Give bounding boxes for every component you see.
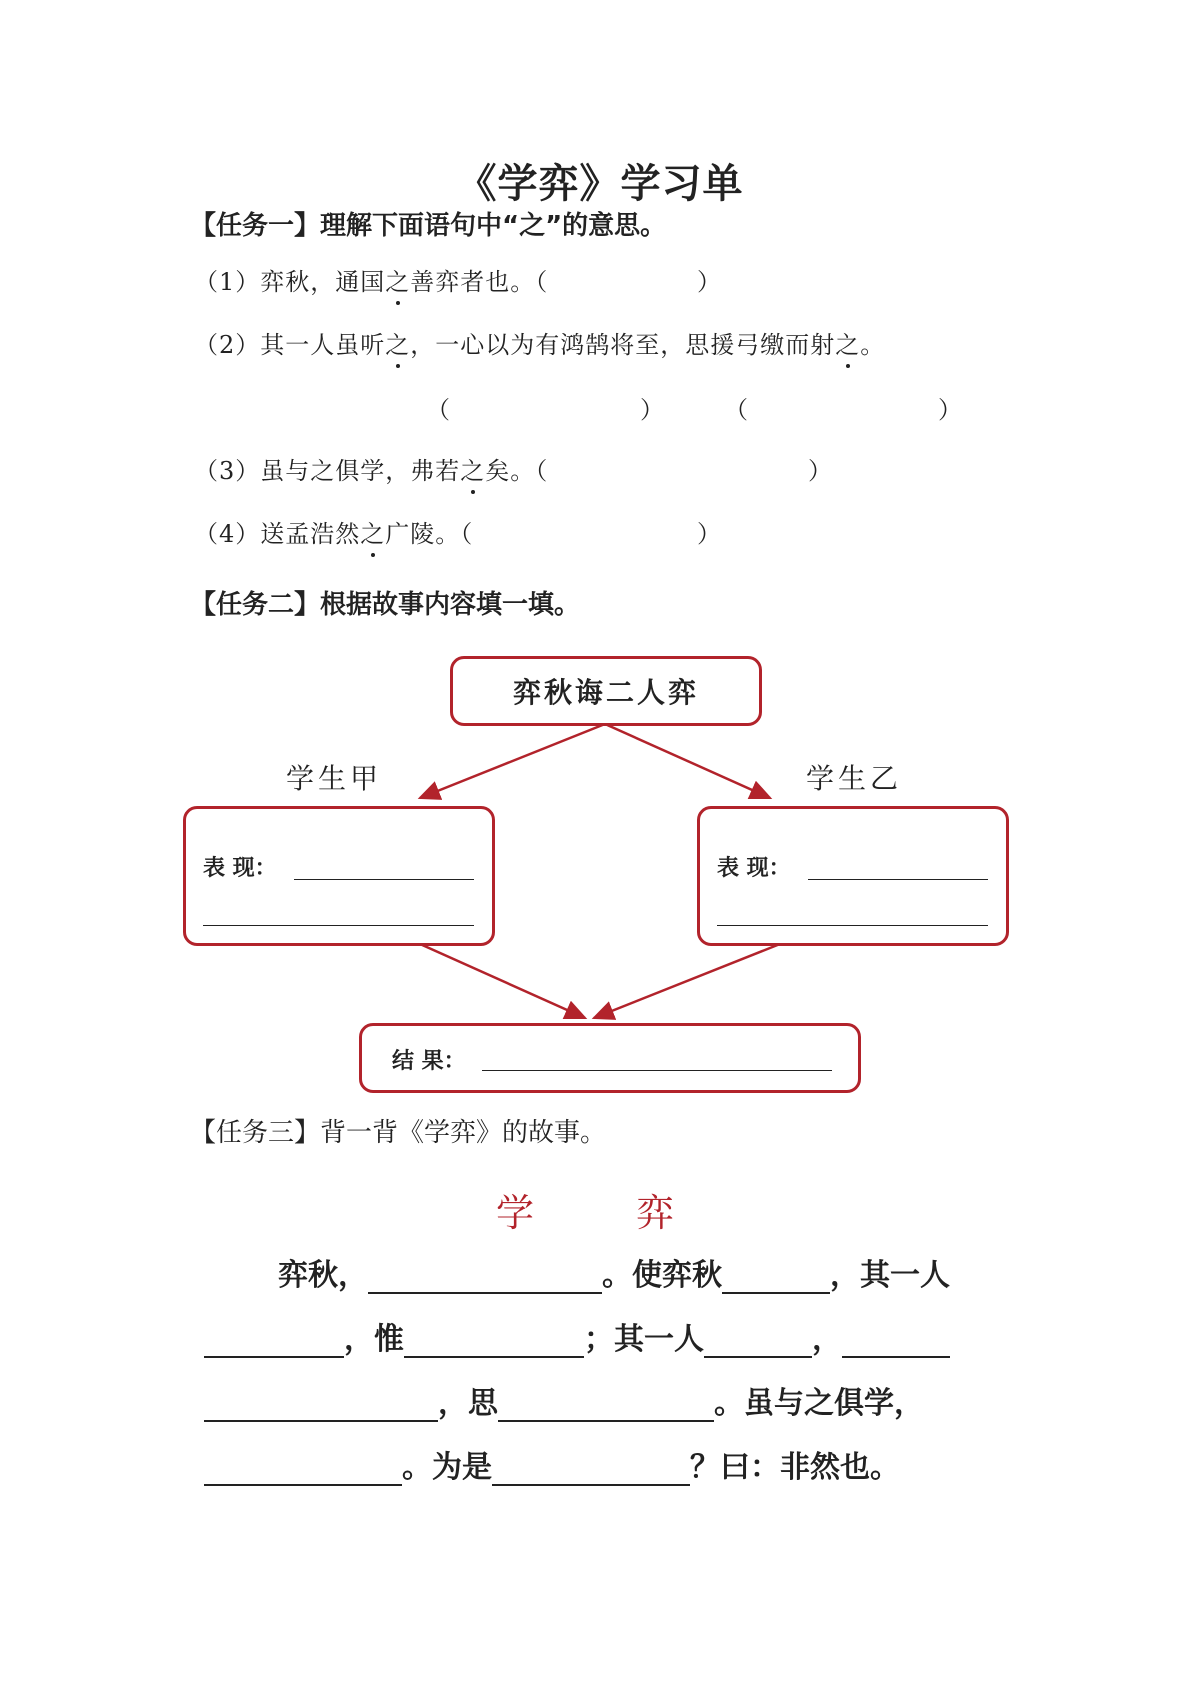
poem-line-4: 。为是 ？曰：非然也。	[204, 1442, 900, 1486]
poem-line-2: ，惟 ；其一人 ，	[204, 1314, 950, 1358]
task3-heading: 【任务三】背一背《学弈》的故事。	[190, 1118, 607, 1148]
poem-blank[interactable]	[204, 1326, 344, 1358]
student-a-blank-2[interactable]	[203, 925, 474, 926]
emphasis-zhi: 之	[835, 325, 860, 360]
q4-close-paren: ）	[697, 520, 721, 548]
top-box-label: 弈秋诲二人弈	[512, 676, 699, 709]
question-4: （4）送孟浩然之广陵。（	[194, 514, 473, 549]
poem-blank[interactable]	[404, 1326, 584, 1358]
poem-blank[interactable]	[842, 1326, 950, 1358]
result-label: 结 果：	[392, 1049, 466, 1074]
result-box	[359, 1023, 861, 1093]
task2-heading: 【任务二】根据故事内容填一填。	[190, 590, 581, 620]
student-a-label: 学生甲	[286, 762, 383, 795]
page-title: 《学弈》学习单	[456, 161, 744, 207]
poem-blank[interactable]	[722, 1262, 830, 1294]
poem-blank[interactable]	[204, 1454, 402, 1486]
emphasis-zhi: 之	[385, 262, 410, 297]
task1-heading: 【任务一】理解下面语句中“之”的意思。	[190, 211, 667, 241]
top-box	[450, 656, 762, 726]
student-a-blank-1[interactable]	[294, 879, 474, 880]
q3-close-paren: ）	[808, 457, 832, 485]
poem-line-3: ，思 。虽与之俱学，	[204, 1378, 924, 1422]
student-b-label: 学生乙	[806, 762, 903, 795]
poem-blank[interactable]	[498, 1390, 714, 1422]
question-1: （1）弈秋，通国之善弈者也。（	[194, 262, 548, 297]
poem-blank[interactable]	[704, 1326, 812, 1358]
q2-answer-1-close: ）	[640, 396, 664, 424]
student-b-box	[697, 806, 1009, 946]
q2-answer-2-open: （	[724, 396, 748, 424]
poem-blank[interactable]	[492, 1454, 690, 1486]
result-blank[interactable]	[482, 1070, 832, 1071]
student-b-perf-label: 表 现：	[717, 856, 791, 881]
emphasis-zhi: 之	[360, 514, 385, 549]
student-a-perf-label: 表 现：	[203, 856, 277, 881]
q2-answer-2-close: ）	[938, 396, 962, 424]
poem-title: 学 弈	[495, 1191, 705, 1235]
emphasis-zhi: 之	[385, 325, 410, 360]
emphasis-zhi: 之	[460, 451, 485, 486]
student-b-blank-1[interactable]	[808, 879, 988, 880]
poem-line-1: 弈秋， 。使弈秋 ，其一人	[278, 1258, 950, 1293]
question-2: （2）其一人虽听之，一心以为有鸿鹄将至，思援弓缴而射之。	[194, 325, 885, 360]
q2-answer-1-open: （	[426, 396, 450, 424]
question-3: （3）虽与之俱学，弗若之矣。（	[194, 451, 548, 486]
poem-blank[interactable]	[368, 1262, 602, 1294]
q1-close-paren: ）	[697, 268, 721, 296]
student-a-box	[183, 806, 495, 946]
poem-blank[interactable]	[204, 1390, 438, 1422]
student-b-blank-2[interactable]	[717, 925, 988, 926]
